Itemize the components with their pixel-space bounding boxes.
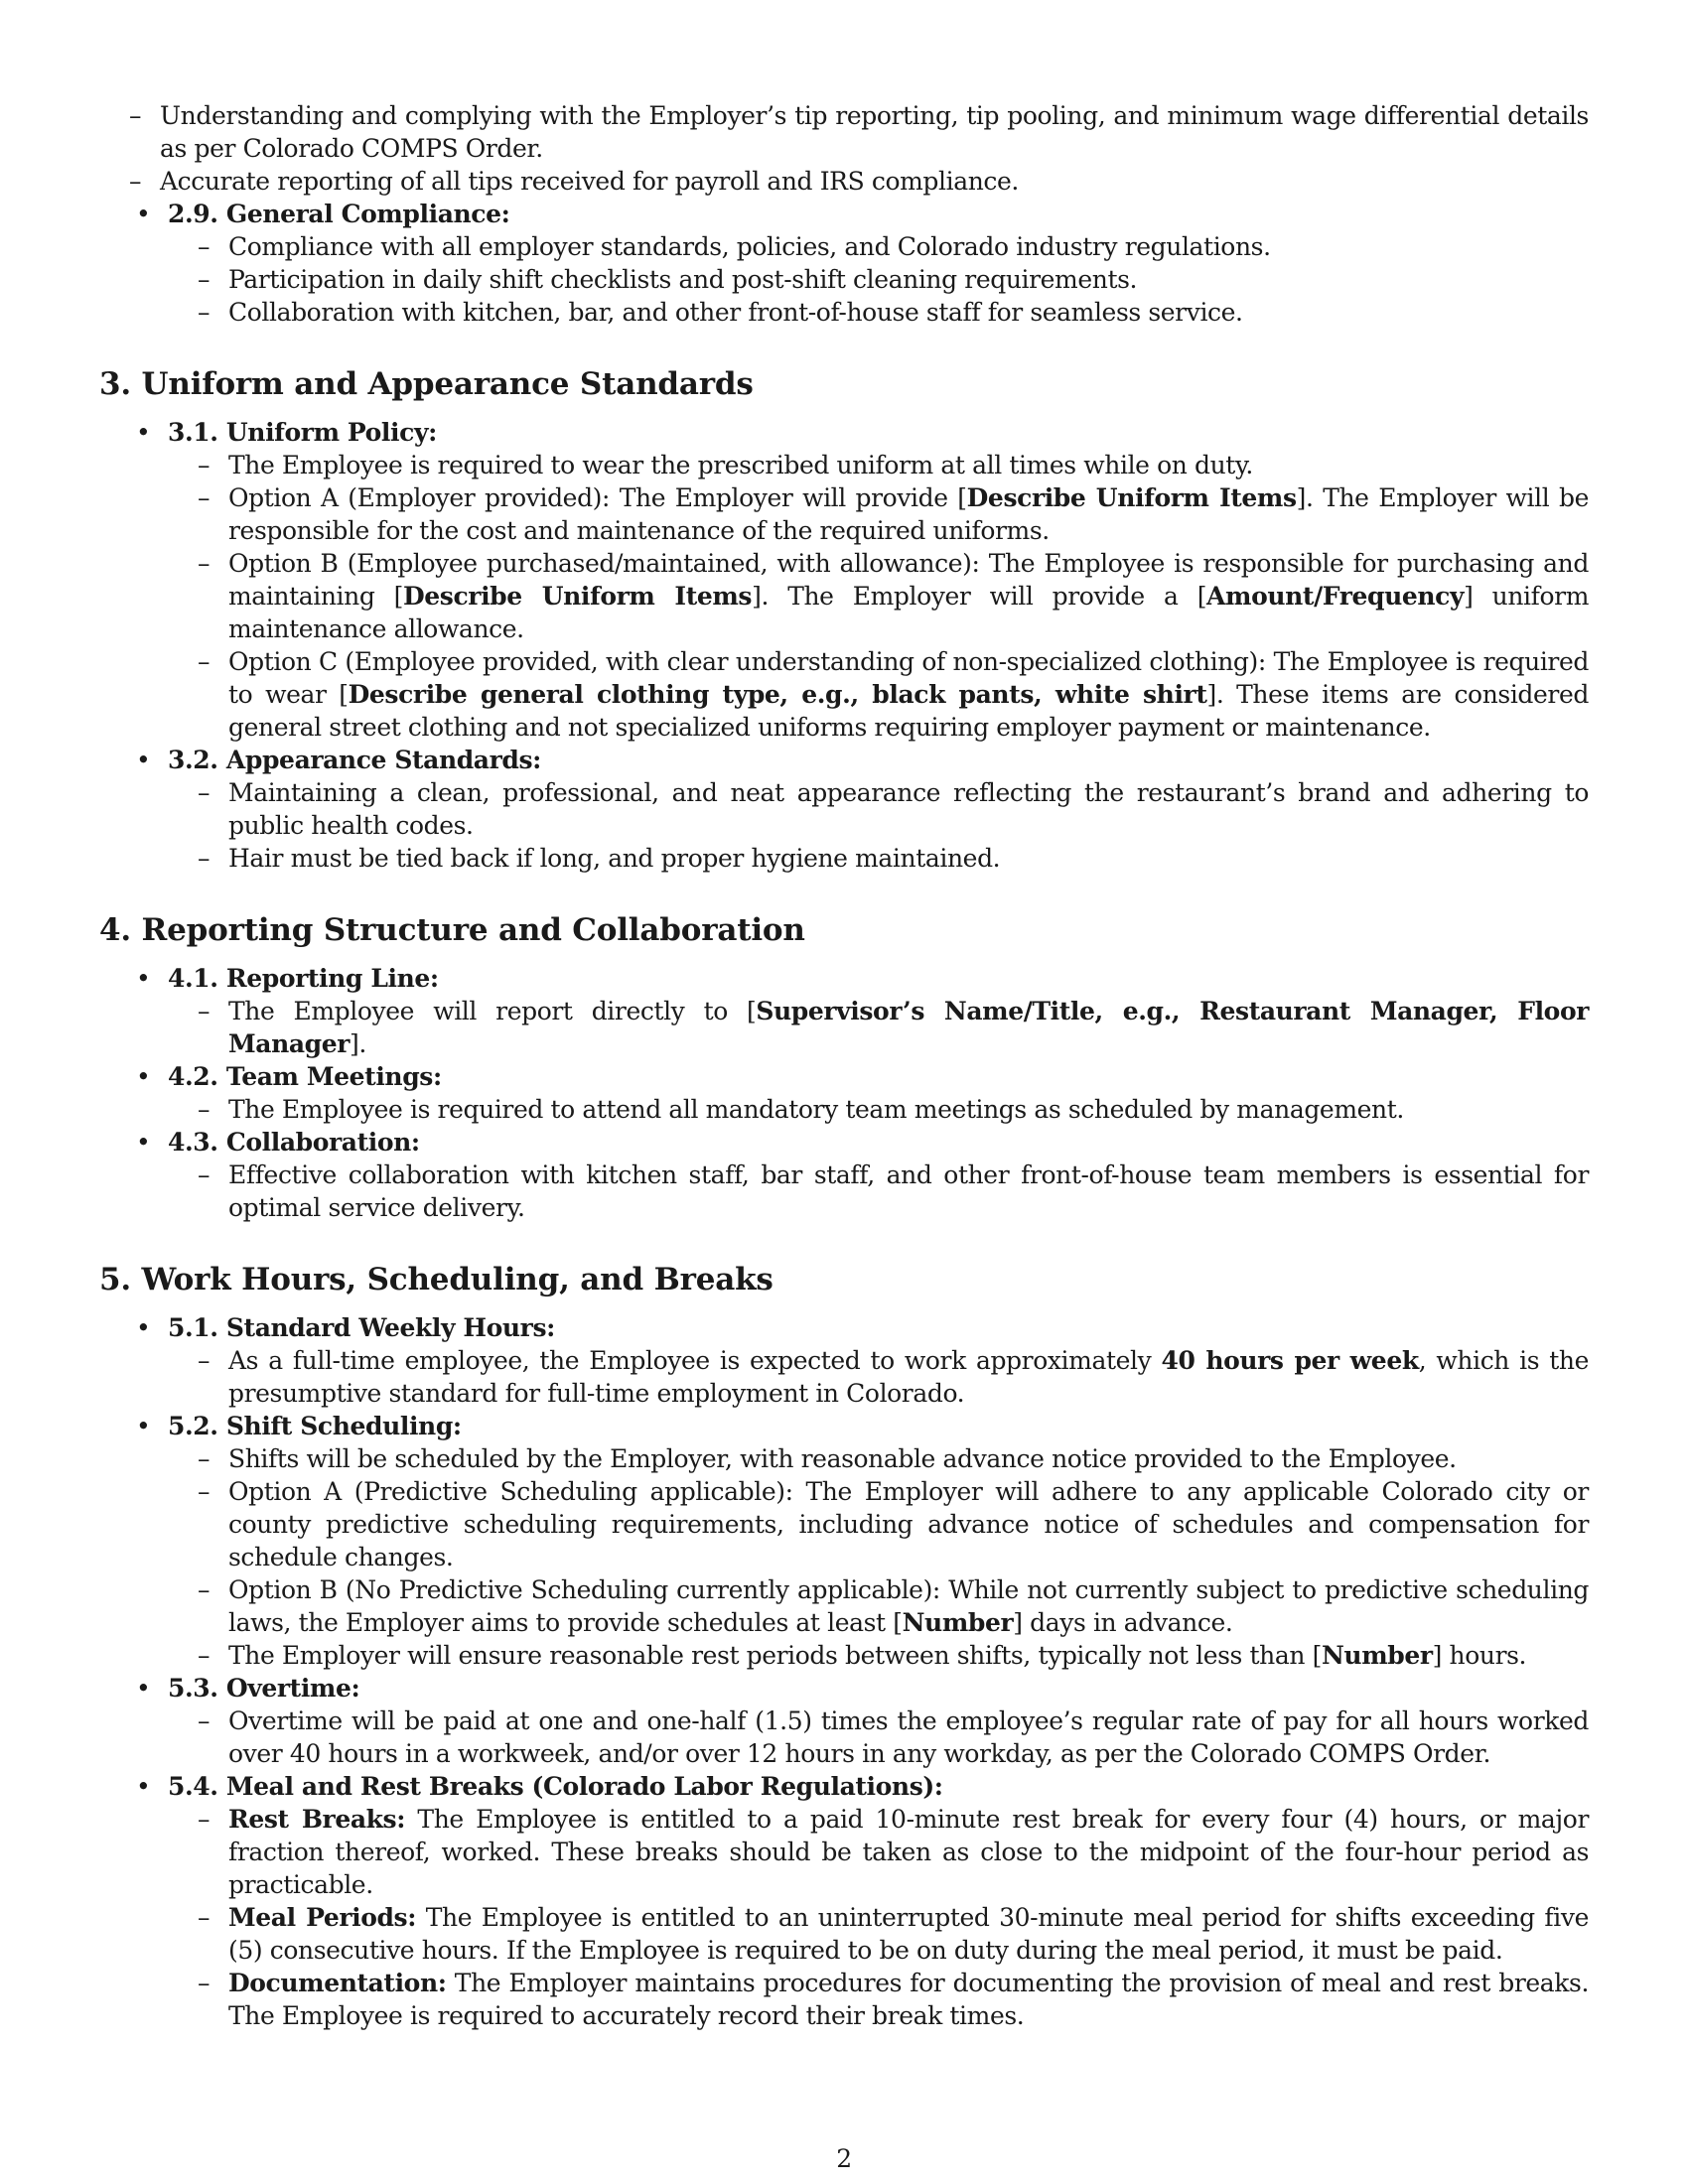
- list-item: [168, 1573, 1589, 1639]
- subsection-title: 2.9. General Compliance:: [168, 200, 510, 228]
- subsection-5-2: [99, 1410, 1589, 1672]
- subsection-title: 5.3. Overtime:: [168, 1674, 360, 1703]
- subsection-5-3: [99, 1672, 1589, 1770]
- list-item: [168, 1344, 1589, 1410]
- placeholder-text: Amount/Frequency: [1206, 582, 1465, 611]
- text-run: Option C (Employee provided, with clear understanding of non-specialized clothing): The Employee is required to wear [: [228, 647, 1589, 709]
- list-item: – Compliance with all employer standards, policies, and Colorado industry regulations.: [168, 230, 1589, 263]
- subsection-title: 5.1. Standard Weekly Hours:: [168, 1313, 555, 1342]
- text-run: ]. The Employer will provide a [: [752, 582, 1207, 611]
- subsection-list: [99, 1311, 1589, 2032]
- subsection-3-1: [99, 416, 1589, 744]
- list-item: – Collaboration with kitchen, bar, and other front-of-house staff for seamless service.: [168, 296, 1589, 329]
- text-run: ] days in advance.: [1013, 1608, 1233, 1637]
- text-run: , which is the presumptive standard for full-time employment in Colorado.: [228, 1346, 1590, 1408]
- subsection-items: [168, 1442, 1589, 1672]
- text-run: The Employee is entitled to an uninterrupted 30-minute meal period for shifts exceeding five (5) consecutive hours. If the Employee is required to be on duty during the meal period, it must be paid.: [228, 1903, 1589, 1965]
- subsection-5-4: [99, 1770, 1589, 2032]
- list-item: – Effective collaboration with kitchen staff, bar staff, and other front-of-house team members is essential for optimal service delivery.: [168, 1159, 1589, 1224]
- list-item: [168, 1639, 1589, 1672]
- subsection-items: [168, 230, 1589, 329]
- list-item: [168, 1967, 1589, 2032]
- subsection-items: [168, 776, 1589, 875]
- text-run: ] uniform maintenance allowance.: [228, 582, 1589, 643]
- list-item: – Option A (Predictive Scheduling applicable): The Employer will adhere to any applicable Colorado city or county predictive scheduling requirements, including advance notice of schedules and compensation for schedule changes.: [168, 1475, 1589, 1573]
- subsection-items: [168, 449, 1589, 744]
- subsection-list: [99, 962, 1589, 1224]
- text-run: ]. The Employer will be responsible for the cost and maintenance of the required uniforms.: [228, 483, 1590, 545]
- subsection-title: 5.2. Shift Scheduling:: [168, 1412, 462, 1440]
- subsection-items: [168, 995, 1589, 1060]
- list-item: [168, 1901, 1589, 1967]
- list-item: [168, 481, 1589, 547]
- text-run: Option A (Employer provided): The Employer will provide [: [228, 483, 967, 512]
- text-run: The Employer maintains procedures for documenting the provision of meal and rest breaks. The Employee is required to accurately record their break times.: [228, 1969, 1589, 2030]
- list-item: – Understanding and complying with the Employer’s tip reporting, tip pooling, and minimum wage differential details as per Colorado COMPS Order.: [99, 99, 1589, 165]
- subsection-title: 4.2. Team Meetings:: [168, 1062, 442, 1091]
- section-heading-5: 5. Work Hours, Scheduling, and Breaks: [99, 1262, 774, 1297]
- placeholder-text: Number: [1321, 1641, 1433, 1670]
- item-label: Documentation:: [228, 1969, 447, 1997]
- placeholder-text: Number: [902, 1608, 1014, 1637]
- subsection-title: 4.1. Reporting Line:: [168, 964, 439, 993]
- page-content: [99, 99, 1589, 2032]
- subsection-title: 3.2. Appearance Standards:: [168, 746, 541, 774]
- list-item: – Overtime will be paid at one and one-half (1.5) times the employee’s regular rate of pay for all hours worked over 40 hours in a workweek, and/or over 12 hours in any workday, as per the Colorado COMPS Order.: [168, 1705, 1589, 1770]
- subsection-4-3: [99, 1126, 1589, 1224]
- subsection-items: [168, 1705, 1589, 1770]
- text-run: The Employee is entitled to a paid 10-minute rest break for every four (4) hours, or major fraction thereof, worked. These breaks should be taken as close to the midpoint of the four-hour period as practicable.: [228, 1805, 1589, 1899]
- continued-list: [99, 99, 1589, 198]
- item-label: Meal Periods:: [228, 1903, 417, 1932]
- list-item: – Shifts will be scheduled by the Employer, with reasonable advance notice provided to the Employee.: [168, 1442, 1589, 1475]
- emphasis-text: 40 hours per week: [1161, 1346, 1419, 1375]
- section-heading-3: 3. Uniform and Appearance Standards: [99, 366, 754, 402]
- placeholder-text: Describe Uniform Items: [403, 582, 753, 611]
- list-item: [168, 645, 1589, 744]
- list-item: – Maintaining a clean, professional, and neat appearance reflecting the restaurant’s brand and adhering to public health codes.: [168, 776, 1589, 842]
- placeholder-text: Supervisor’s Name/Title, e.g., Restaurant Manager, Floor Manager: [228, 997, 1589, 1058]
- list-item: [168, 995, 1589, 1060]
- text-run: As a full-time employee, the Employee is expected to work approximately: [228, 1346, 1162, 1375]
- subsection-4-1: [99, 962, 1589, 1060]
- item-label: Rest Breaks:: [228, 1805, 406, 1834]
- text-run: The Employee will report directly to [: [228, 997, 757, 1025]
- list-item: [168, 1803, 1589, 1901]
- subsection-items: [168, 1159, 1589, 1224]
- placeholder-text: Describe general clothing type, e.g., black pants, white shirt: [348, 680, 1207, 709]
- list-item: [168, 547, 1589, 645]
- subsection-2-9: [99, 198, 1589, 329]
- list-item: – Participation in daily shift checklists and post-shift cleaning requirements.: [168, 263, 1589, 296]
- subsection-items: [168, 1093, 1589, 1126]
- section-heading-4: 4. Reporting Structure and Collaboration: [99, 912, 805, 948]
- text-run: Option B (No Predictive Scheduling currently applicable): While not currently subject to predictive scheduling laws, the Employer aims to provide schedules at least [: [228, 1575, 1589, 1637]
- subsection-5-1: [99, 1311, 1589, 1410]
- subsection-title: 3.1. Uniform Policy:: [168, 418, 437, 447]
- list-item: – The Employee is required to wear the prescribed uniform at all times while on duty.: [168, 449, 1589, 481]
- text-run: The Employer will ensure reasonable rest periods between shifts, typically not less than [: [228, 1641, 1322, 1670]
- list-item: – The Employee is required to attend all mandatory team meetings as scheduled by management.: [168, 1093, 1589, 1126]
- subsection-3-2: [99, 744, 1589, 875]
- placeholder-text: Describe Uniform Items: [966, 483, 1297, 512]
- text-run: ] hours.: [1432, 1641, 1527, 1670]
- subsection-items: [168, 1344, 1589, 1410]
- text-run: Option B (Employee purchased/maintained, with allowance): The Employee is responsible for purchasing and maintaining [: [228, 549, 1589, 611]
- subsection-items: [168, 1803, 1589, 2032]
- subsection-list: [99, 198, 1589, 329]
- page-number: 2: [836, 2144, 852, 2173]
- subsection-title: 5.4. Meal and Rest Breaks (Colorado Labor Regulations):: [168, 1772, 943, 1801]
- subsection-title: 4.3. Collaboration:: [168, 1128, 420, 1157]
- text-run: ]. These items are considered general street clothing and not specialized uniforms requiring employer payment or maintenance.: [228, 680, 1589, 742]
- subsection-list: [99, 416, 1589, 875]
- subsection-4-2: [99, 1060, 1589, 1126]
- list-item: – Accurate reporting of all tips received for payroll and IRS compliance.: [99, 165, 1589, 198]
- text-run: ].: [350, 1029, 366, 1058]
- list-item: – Hair must be tied back if long, and proper hygiene maintained.: [168, 842, 1589, 875]
